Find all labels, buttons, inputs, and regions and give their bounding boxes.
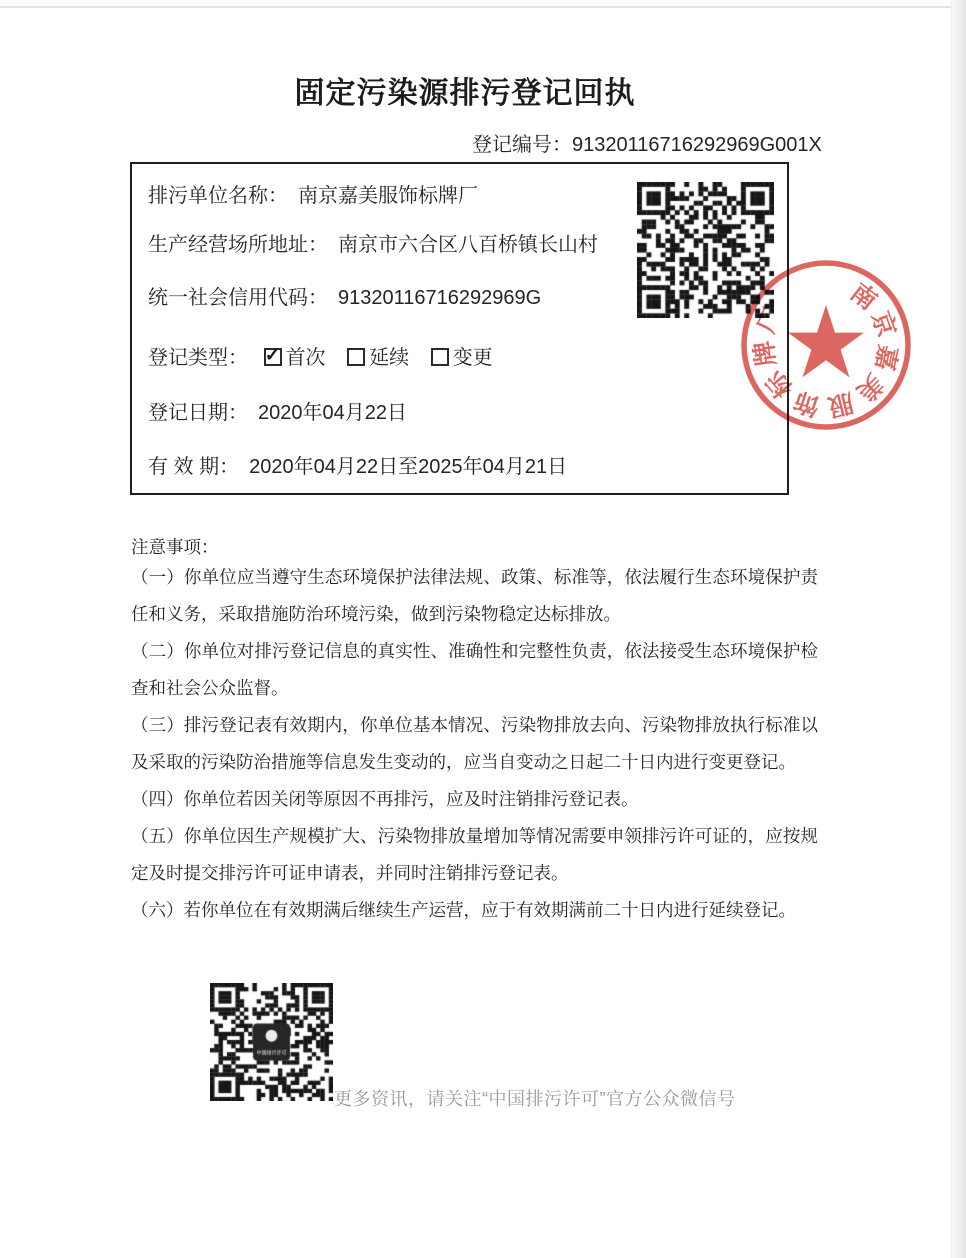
registration-type-option-change-label: 变更: [452, 347, 493, 369]
svg-text:饰: 饰: [790, 385, 824, 421]
note-item-6: （六）若你单位在有效期满后继续生产运营，应于有效期满前二十日内进行延续登记。: [131, 900, 796, 920]
svg-text:南: 南: [845, 278, 883, 316]
address-label: 生产经营场所地址：: [148, 234, 328, 256]
address-value: 南京市六合区八百桥镇长山村: [338, 234, 598, 256]
registration-type-option-renewal-label: 延续: [369, 347, 410, 369]
checkbox-change-icon: [431, 348, 449, 366]
svg-text:美: 美: [851, 368, 889, 407]
svg-text:牌: 牌: [749, 339, 782, 368]
credit-code-label: 统一社会信用代码：: [148, 287, 328, 309]
info-row-credit-code: [148, 286, 541, 310]
registration-number-line: [472, 128, 822, 157]
footer-note: 更多资讯，请关注“中国排污许可”官方公众微信号: [334, 1089, 736, 1109]
info-row-registration-date: [148, 401, 407, 425]
company-stamp: [726, 245, 926, 445]
info-row-address: [148, 233, 598, 257]
note-item-5: （五）你单位因生产规模扩大、污染物排放量增加等情况需要申领排污许可证的，应按规定及时提交排污许可证申请表，并同时注销排污登记表。: [131, 826, 818, 883]
svg-text:标: 标: [760, 365, 799, 403]
info-row-unit-name: [148, 184, 478, 208]
registration-type-option-first: [264, 347, 332, 369]
registration-date-value: 2020年04月22日: [258, 402, 407, 424]
company-stamp-graphic: [726, 245, 926, 445]
validity-period-label: 有 效 期：: [148, 456, 240, 478]
scan-edge-top: [0, 6, 966, 8]
notes-heading: 注意事项：: [131, 537, 219, 557]
registration-number-label: 登记编号：: [472, 134, 572, 156]
note-item-1: （一）你单位应当遵守生态环境保护法律法规、政策、标准等，依法履行生态环境保护责任和义务，采取措施防治环境污染，做到污染物稳定达标排放。: [131, 567, 818, 624]
registration-type-option-change: [431, 347, 493, 369]
registration-type-label: 登记类型：: [148, 347, 248, 369]
document-title: 固定污染源排污登记回执: [294, 77, 636, 110]
credit-code-value: 91320116716292969G: [338, 287, 542, 309]
star-icon: [788, 305, 864, 377]
scan-edge-right: [951, 0, 966, 1258]
checkbox-first-icon: [264, 348, 282, 366]
info-row-registration-type: [148, 346, 509, 370]
note-item-4: （四）你单位若因关闭等原因不再排污，应及时注销排污登记表。: [131, 789, 639, 809]
registration-type-option-renewal: [347, 347, 415, 369]
info-row-validity-period: [148, 455, 567, 479]
note-item-2: （二）你单位对排污登记信息的真实性、准确性和完整性负责，依法接受生态环境保护检查和社会公众监督。: [131, 641, 818, 698]
note-item-3: （三）排污登记表有效期内，你单位基本情况、污染物排放去向、污染物排放执行标准以及采取的污染防治措施等信息发生变动的，应当自变动之日起二十日内进行变更登记。: [131, 715, 818, 772]
svg-text:京: 京: [865, 307, 901, 341]
checkbox-renewal-icon: [347, 348, 365, 366]
unit-name-value: 南京嘉美服饰标牌厂: [298, 185, 478, 207]
svg-text:厂: 厂: [752, 303, 789, 338]
svg-text:服: 服: [825, 387, 857, 421]
registration-number-value: 91320116716292969G001X: [572, 134, 822, 156]
registration-date-label: 登记日期：: [148, 402, 248, 424]
registration-type-option-first-label: 首次: [285, 347, 326, 369]
notes-list: [131, 559, 818, 929]
unit-name-label: 排污单位名称：: [148, 185, 288, 207]
svg-text:嘉: 嘉: [869, 342, 902, 373]
wechat-qr-code: [210, 983, 333, 1101]
validity-period-value: 2020年04月22日至2025年04月21日: [249, 456, 568, 478]
